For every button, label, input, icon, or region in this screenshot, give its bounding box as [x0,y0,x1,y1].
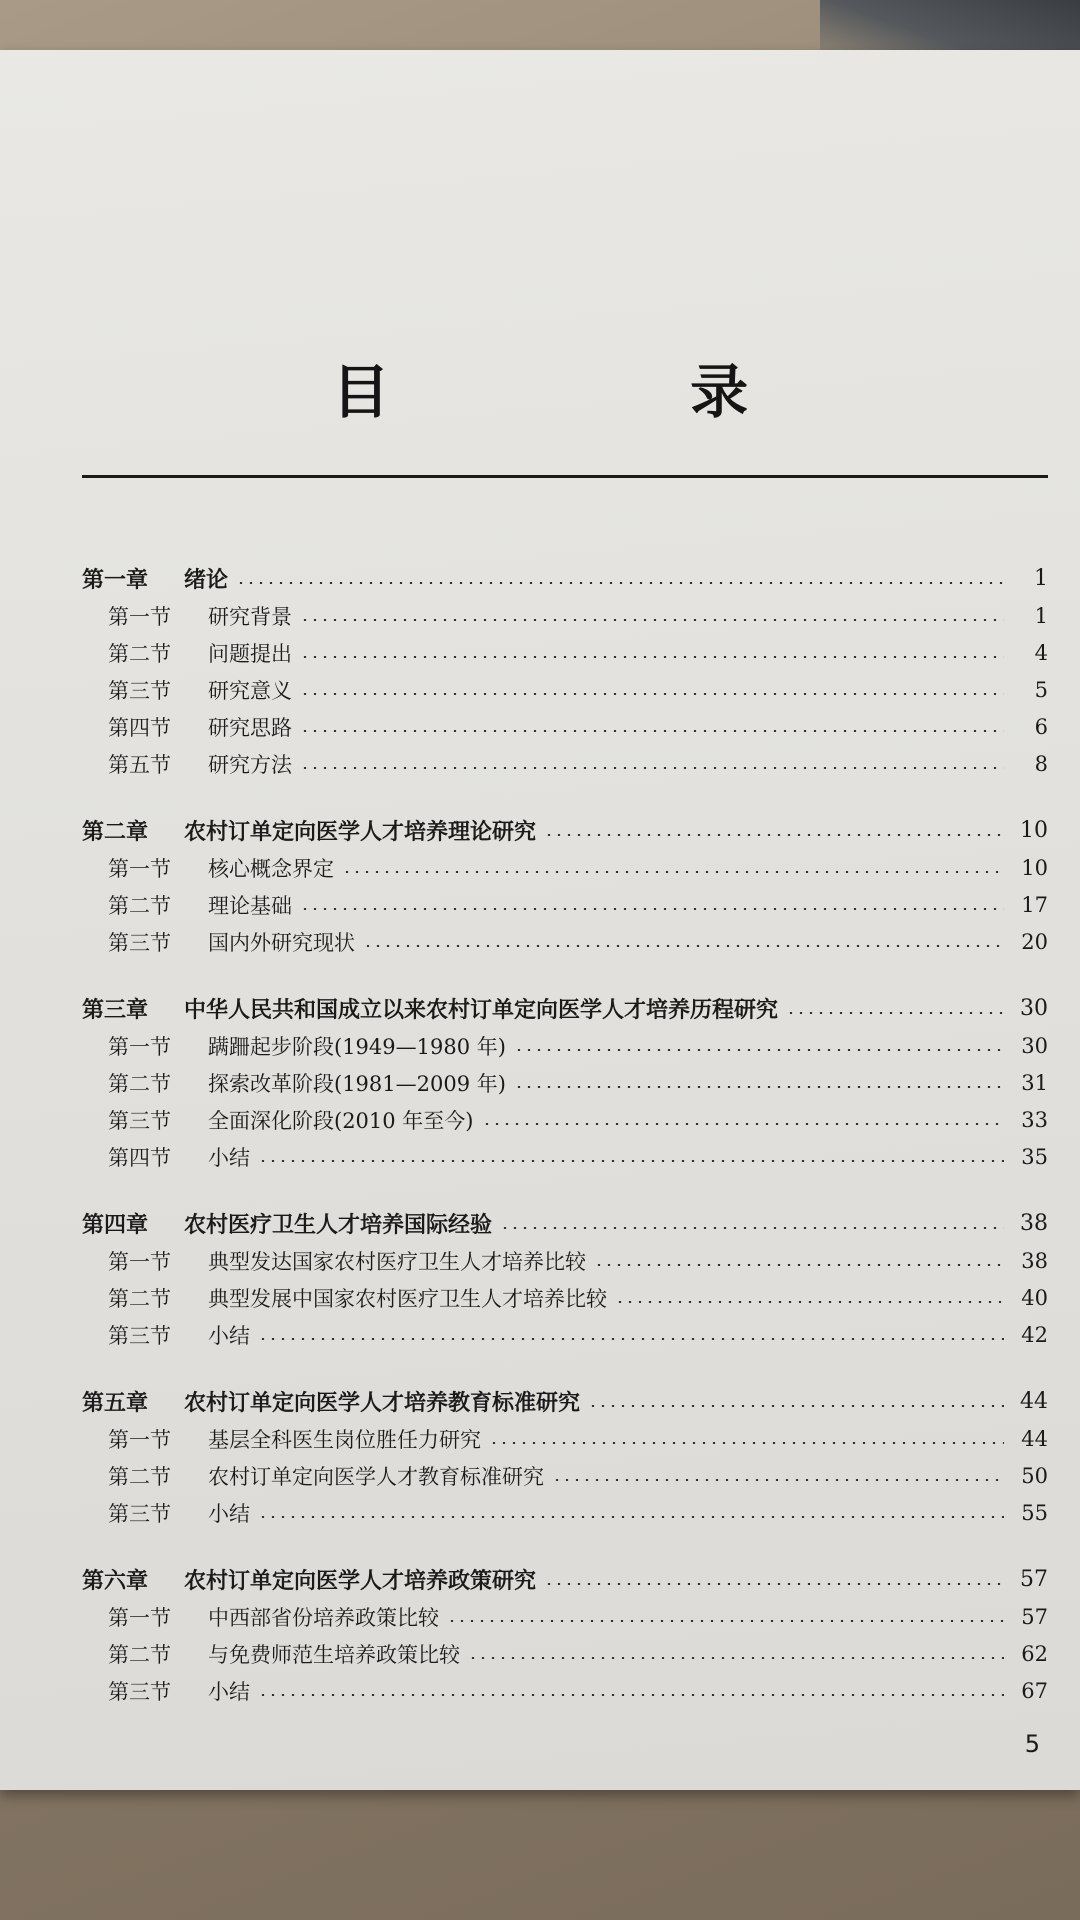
toc-entry-title: 农村订单定向医学人才培养理论研究 [184,819,537,845]
dot-leader [258,1338,1004,1340]
page-title: 目 录 [331,358,889,426]
toc-entry-title: 绪论 [184,567,229,593]
dot-leader [300,693,1004,695]
toc-section-entry [82,1242,1048,1279]
toc-entry-title: 小结 [208,1323,250,1348]
toc-entry-label: 第六章 [82,1568,149,1594]
toc-chapter-entry [82,990,1048,1027]
dot-leader [258,1694,1004,1696]
toc-entry-title: 全面深化阶段(2010 年至今) [208,1108,474,1133]
toc-entry-page: 50 [1021,1463,1048,1488]
dot-leader [468,1657,1004,1659]
toc-entry-page: 67 [1021,1678,1048,1703]
toc-entry-label: 第五章 [82,1390,149,1416]
toc-entry-title: 典型发达国家农村医疗卫生人才培养比较 [208,1249,586,1274]
toc-entry-label: 第二节 [108,893,171,918]
dot-leader [786,1012,1004,1014]
toc-entry-page: 31 [1021,1070,1048,1095]
dot-leader [500,1227,1004,1229]
dot-leader [363,945,1004,947]
toc-entry-page: 20 [1021,929,1048,954]
toc-entry-label: 第一节 [108,1034,171,1059]
toc-section-entry [82,1064,1048,1101]
toc-entry-label: 第三节 [108,678,171,703]
toc-section-entry [82,1672,1048,1709]
toc-entry-page: 10 [1021,855,1048,880]
toc-entry-page: 38 [1020,1211,1048,1236]
toc-entry-label: 第一节 [108,1427,171,1452]
toc-entry-page: 44 [1021,1426,1048,1451]
dot-leader [514,1049,1004,1051]
toc-entry-page: 4 [1034,640,1048,665]
table-of-contents [82,560,1048,1709]
toc-entry-label: 第一节 [108,1605,171,1630]
dot-leader [258,1160,1004,1162]
toc-chapter-entry [82,812,1048,849]
toc-entry-label: 第二节 [108,1642,171,1667]
toc-section-entry [82,849,1048,886]
toc-section-entry [82,1027,1048,1064]
toc-entry-page: 8 [1034,751,1048,776]
toc-section-entry [82,1598,1048,1635]
toc-entry-page: 42 [1021,1322,1048,1347]
toc-entry-title: 研究意义 [208,678,292,703]
dot-leader [300,767,1004,769]
toc-entry-title: 研究思路 [208,715,292,740]
toc-entry-label: 第四章 [82,1212,149,1238]
dot-leader [258,1516,1004,1518]
toc-section-entry [82,1279,1048,1316]
dot-leader [482,1123,1004,1125]
toc-section-entry [82,671,1048,708]
title-rule [82,475,1048,478]
toc-entry-label: 第二节 [108,1071,171,1096]
dot-leader [552,1479,1004,1481]
toc-entry-title: 农村订单定向医学人才培养政策研究 [184,1568,537,1594]
toc-entry-label: 第一节 [108,1249,171,1274]
dot-leader [300,908,1004,910]
toc-entry-title: 小结 [208,1679,250,1704]
dot-leader [594,1264,1004,1266]
toc-section-entry [82,923,1048,960]
toc-section-entry [82,708,1048,745]
dot-leader [588,1405,1004,1407]
dot-leader [300,730,1004,732]
page-number: 5 [1024,1730,1040,1758]
toc-chapter-entry [82,1205,1048,1242]
toc-entry-title: 国内外研究现状 [208,930,355,955]
dot-leader [342,871,1004,873]
toc-entry-title: 核心概念界定 [208,856,334,881]
toc-chapter-entry [82,1561,1048,1598]
toc-entry-page: 1 [1034,566,1048,591]
toc-entry-label: 第一节 [108,604,171,629]
dot-leader [615,1301,1004,1303]
toc-entry-label: 第四节 [108,715,171,740]
toc-entry-page: 6 [1034,714,1048,739]
toc-entry-page: 33 [1021,1107,1048,1132]
toc-section-entry [82,1494,1048,1531]
toc-entry-title: 典型发展中国家农村医疗卫生人才培养比较 [208,1286,607,1311]
toc-entry-page: 57 [1021,1604,1048,1629]
toc-section-entry [82,1635,1048,1672]
toc-entry-title: 蹒跚起步阶段(1949—1980 年) [208,1034,506,1059]
toc-entry-label: 第一节 [108,856,171,881]
dot-leader [236,582,1004,584]
toc-entry-title: 农村医疗卫生人才培养国际经验 [184,1212,493,1238]
toc-section-entry [82,597,1048,634]
toc-section-entry [82,1316,1048,1353]
toc-chapter-entry [82,560,1048,597]
toc-section-entry [82,1420,1048,1457]
dot-leader [489,1442,1004,1444]
dot-leader [544,834,1004,836]
toc-entry-page: 40 [1021,1285,1048,1310]
toc-entry-title: 探索改革阶段(1981—2009 年) [208,1071,506,1096]
toc-entry-label: 第二节 [108,1286,171,1311]
toc-entry-title: 中西部省份培养政策比较 [208,1605,439,1630]
toc-entry-title: 农村订单定向医学人才培养教育标准研究 [184,1390,581,1416]
toc-section-entry [82,1138,1048,1175]
toc-section-entry [82,886,1048,923]
toc-entry-page: 44 [1020,1389,1048,1414]
toc-entry-label: 第二节 [108,641,171,666]
toc-entry-page: 55 [1021,1500,1048,1525]
toc-entry-title: 理论基础 [208,893,292,918]
toc-entry-page: 17 [1021,892,1048,917]
toc-entry-page: 1 [1034,603,1048,628]
dot-leader [300,656,1004,658]
toc-section-entry [82,634,1048,671]
toc-section-entry [82,1101,1048,1138]
dot-leader [514,1086,1004,1088]
toc-entry-page: 57 [1020,1567,1048,1592]
toc-entry-page: 38 [1021,1248,1048,1273]
dot-leader [300,619,1004,621]
toc-entry-title: 农村订单定向医学人才教育标准研究 [208,1464,544,1489]
book-page [0,50,1080,1790]
toc-entry-label: 第二章 [82,819,149,845]
toc-section-entry [82,745,1048,782]
toc-entry-label: 第二节 [108,1464,171,1489]
toc-entry-label: 第三节 [108,1501,171,1526]
toc-entry-title: 与免费师范生培养政策比较 [208,1642,460,1667]
toc-entry-page: 5 [1034,677,1048,702]
toc-entry-page: 35 [1021,1144,1048,1169]
toc-entry-title: 小结 [208,1145,250,1170]
toc-entry-label: 第一章 [82,567,149,593]
toc-entry-label: 第三节 [108,1323,171,1348]
toc-entry-label: 第三节 [108,930,171,955]
toc-entry-label: 第三节 [108,1679,171,1704]
toc-entry-title: 基层全科医生岗位胜任力研究 [208,1427,481,1452]
dot-leader [544,1583,1004,1585]
toc-entry-title: 小结 [208,1501,250,1526]
toc-chapter-entry [82,1383,1048,1420]
toc-entry-label: 第五节 [108,752,171,777]
toc-entry-page: 10 [1020,818,1048,843]
toc-entry-page: 30 [1020,996,1048,1021]
toc-entry-title: 研究方法 [208,752,292,777]
toc-entry-title: 研究背景 [208,604,292,629]
toc-entry-label: 第四节 [108,1145,171,1170]
toc-entry-page: 30 [1021,1033,1048,1058]
toc-entry-label: 第三章 [82,997,149,1023]
toc-entry-page: 62 [1021,1641,1048,1666]
toc-section-entry [82,1457,1048,1494]
toc-entry-title: 问题提出 [208,641,292,666]
toc-entry-label: 第三节 [108,1108,171,1133]
toc-entry-title: 中华人民共和国成立以来农村订单定向医学人才培养历程研究 [184,997,779,1023]
dot-leader [447,1620,1004,1622]
